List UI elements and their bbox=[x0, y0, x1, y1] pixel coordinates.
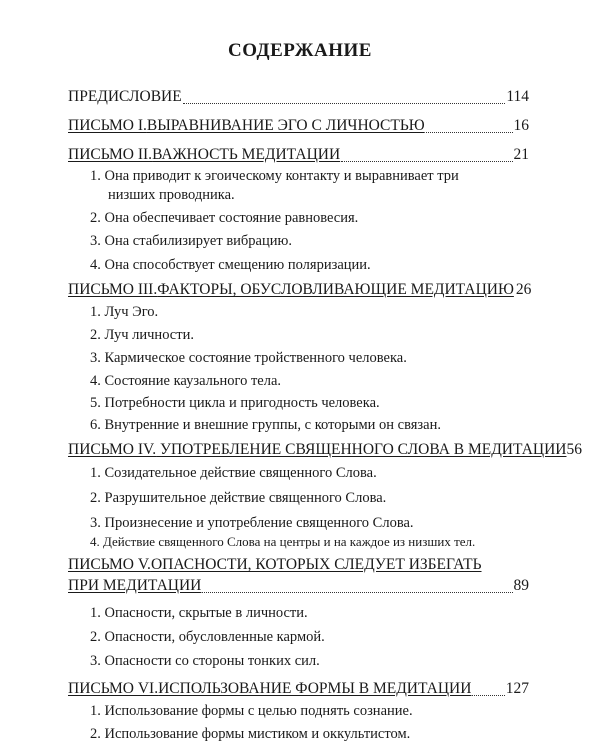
entry-page: 56 bbox=[566, 441, 582, 458]
toc-entry-letter-5[interactable] bbox=[68, 556, 529, 576]
toc-entry-letter-5-cont[interactable] bbox=[68, 577, 529, 597]
entry-title: ИСПОЛЬЗОВАНИЕ ФОРМЫ В МЕДИТАЦИИ bbox=[158, 680, 472, 697]
entry-label: ПИСЬМО I. bbox=[68, 117, 147, 134]
entry-title: ВЫРАВНИВАНИЕ ЭГО С ЛИЧНОСТЬЮ bbox=[146, 117, 425, 134]
list-item: 6. Внутренние и внешние группы, с которыми он связан. bbox=[90, 417, 441, 433]
toc-entry-preface[interactable] bbox=[68, 88, 529, 108]
list-item: 1. Использование формы с целью поднять сознание. bbox=[90, 703, 413, 719]
toc-entry-letter-2[interactable] bbox=[68, 146, 529, 166]
entry-label: ПИСЬМО V. bbox=[68, 556, 151, 573]
list-item: 2. Использование формы мистиком и оккультистом. bbox=[90, 726, 411, 742]
toc-title: СОДЕРЖАНИЕ bbox=[228, 40, 372, 61]
list-item: 1. Созидательное действие священного Слова. bbox=[90, 465, 377, 481]
list-item: 4. Она способствует смещению поляризации. bbox=[90, 257, 371, 273]
list-item: 4. Состояние каузального тела. bbox=[90, 373, 282, 389]
entry-title: ПРЕДИСЛОВИЕ bbox=[68, 88, 182, 105]
entry-page: 21 bbox=[513, 146, 529, 163]
toc-entry-letter-4[interactable] bbox=[68, 441, 582, 461]
leader-dots bbox=[472, 695, 504, 696]
list-item: 3. Кармическое состояние тройственного человека. bbox=[90, 350, 407, 366]
entry-label: ПИСЬМО VI. bbox=[68, 680, 159, 697]
entry-title-cont: ПРИ МЕДИТАЦИИ bbox=[68, 577, 202, 594]
entry-page: 26 bbox=[515, 281, 532, 298]
entry-page: 127 bbox=[505, 680, 529, 697]
list-item: 2. Опасности, обусловленные кармой. bbox=[90, 629, 325, 645]
list-item: 3. Опасности со стороны тонких сил. bbox=[90, 653, 320, 669]
entry-label: ПИСЬМО III. bbox=[68, 281, 158, 298]
list-item: 2. Луч личности. bbox=[90, 327, 194, 343]
list-item: 1. Она приводит к эгоическому контакту и выравнивает три bbox=[90, 168, 459, 184]
entry-page: 89 bbox=[513, 577, 529, 594]
toc-entry-letter-6[interactable] bbox=[68, 680, 529, 700]
entry-label: ПИСЬМО IV. bbox=[68, 441, 157, 458]
list-item: 3. Произнесение и употребление священного Слова. bbox=[90, 515, 414, 531]
entry-page: 16 bbox=[513, 117, 529, 134]
leader-dots bbox=[426, 132, 513, 133]
entry-title: УПОТРЕБЛЕНИЕ СВЯЩЕННОГО СЛОВА В МЕДИТАЦИИ bbox=[156, 441, 567, 458]
leader-dots bbox=[183, 103, 506, 104]
toc-entry-letter-3[interactable] bbox=[68, 281, 532, 301]
list-item: 1. Опасности, скрытые в личности. bbox=[90, 605, 308, 621]
toc-entry-letter-1[interactable] bbox=[68, 117, 529, 137]
entry-label: ПИСЬМО II. bbox=[68, 146, 153, 163]
list-item: 2. Она обеспечивает состояние равновесия. bbox=[90, 210, 359, 226]
entry-title: ОПАСНОСТИ, КОТОРЫХ СЛЕДУЕТ ИЗБЕГАТЬ bbox=[150, 556, 482, 573]
list-item: 4. Действие священного Слова на центры и на каждое из низших тел. bbox=[90, 534, 476, 549]
list-item: 2. Разрушительное действие священного Слова. bbox=[90, 490, 387, 506]
list-item: низших проводника. bbox=[108, 187, 235, 203]
list-item: 3. Она стабилизирует вибрацию. bbox=[90, 233, 292, 249]
leader-dots bbox=[341, 161, 512, 162]
entry-page: 114 bbox=[506, 88, 529, 105]
list-item: 1. Луч Эго. bbox=[90, 304, 159, 320]
list-item: 5. Потребности цикла и пригодность человека. bbox=[90, 395, 380, 411]
entry-title: ФАКТОРЫ, ОБУСЛОВЛИВАЮЩИЕ МЕДИТАЦИЮ bbox=[157, 281, 514, 298]
entry-title: ВАЖНОСТЬ МЕДИТАЦИИ bbox=[152, 146, 341, 163]
leader-dots bbox=[202, 592, 512, 593]
